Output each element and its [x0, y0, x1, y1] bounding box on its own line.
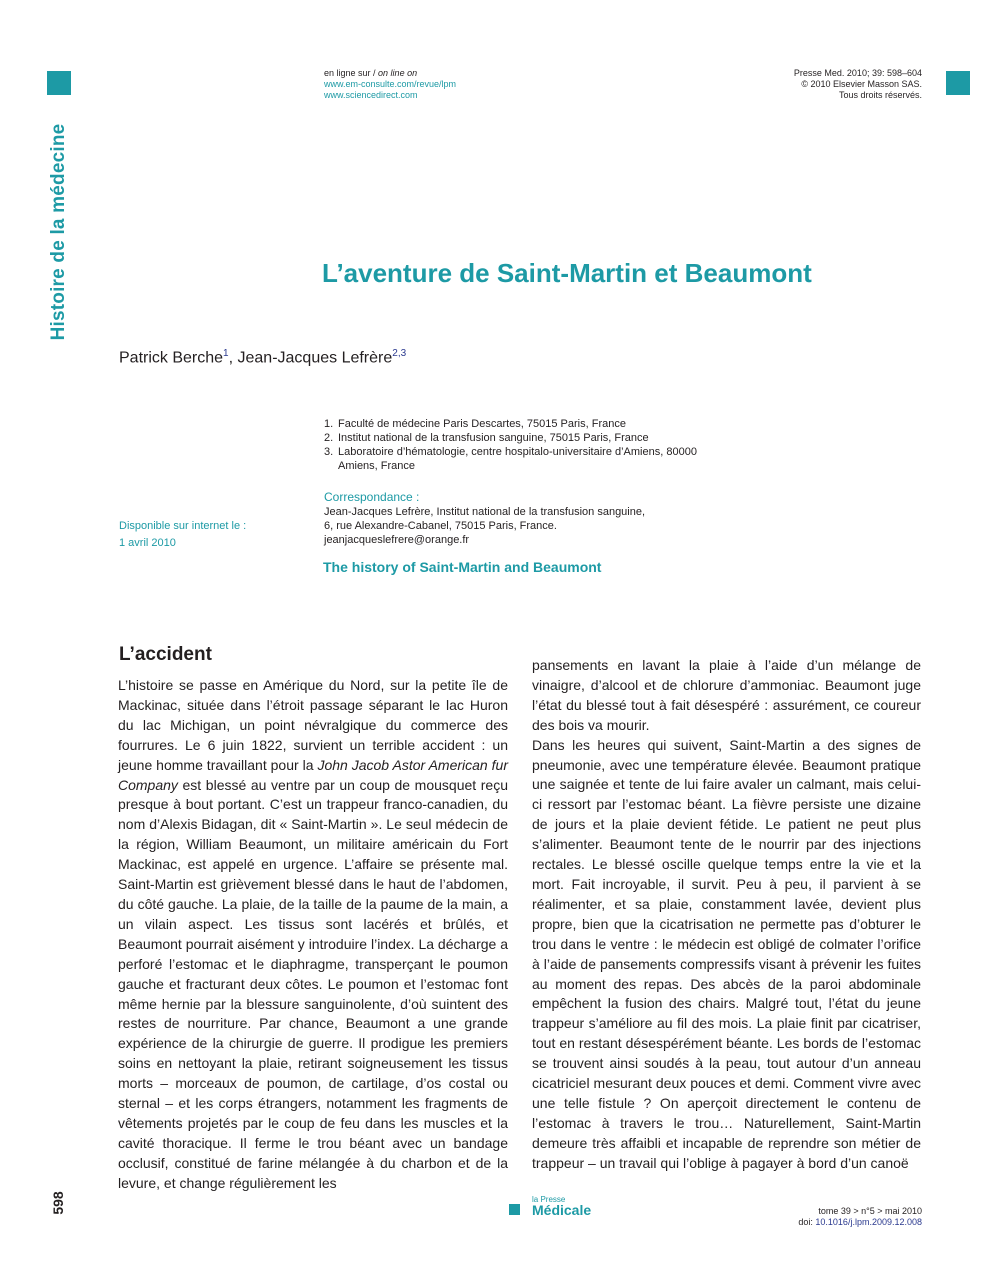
body-column-right — [532, 656, 921, 1174]
doi-label: doi: — [798, 1217, 813, 1227]
authors: Patrick Berche$^1$, Jean-Jacques Lefrère$^{2,3}$ — [119, 348, 407, 367]
citation-block — [794, 68, 922, 101]
copyright: © 2010 Elsevier Masson SAS. — [801, 79, 922, 89]
availability-date: 1 avril 2010 — [119, 537, 176, 549]
author-name: Patrick Berche — [119, 349, 224, 367]
online-info — [324, 68, 456, 101]
issue-info — [798, 1206, 922, 1228]
correspondence-address: Jean-Jacques Lefrère, Institut national de la transfusion sanguine, 6, rue Alexandre-Cabanel, 75015 Paris, France. jeanjacqueslefrere@orange.fr — [324, 506, 646, 546]
rights: Tous droits réservés. — [838, 90, 922, 100]
affiliations-list — [324, 417, 714, 473]
section-heading: L’accident — [119, 644, 212, 665]
corner-square-left — [47, 71, 71, 95]
affiliation-item: 1. Faculté de médecine Paris Descartes, 75015 Paris, France — [324, 418, 626, 430]
body-paragraph: pansements en lavant la plaie à l’aide d’un mélange de vinaigre, d’alcool et de chlorure d’ammoniac. Beaumont juge l’état du blessé tout à fait désespéré : assurément, ce coureur des bois va mourir. — [532, 657, 921, 733]
author-affiliation-ref[interactable]: 1 — [223, 348, 229, 359]
journal-citation: Presse Med. 2010; 39: 598–604 — [793, 68, 922, 78]
article-title: L’aventure de Saint-Martin et Beaumont — [322, 258, 812, 288]
body-paragraph: L’histoire se passe en Amérique du Nord, sur la petite île de Mackinac, située dans l’étroit passage séparant le lac Huron du lac Michigan, un point névralgique du commerce des fourrures. Le 6 juin 1822, survient un terrible accident : un jeune homme travaillant pour la John Jacob Astor American fur Company est blessé au ventre par un coup de mousquet reçu presque à bout portant. C’est un trappeur franco-canadien, du nom d’Alexis Bidagan, dit « Saint-Martin ». Le seul médecin de la région, William Beaumont, un militaire américain du Fort Mackinac, est appelé en urgence. L’affaire se présente mal. Saint-Martin est grièvement blessé dans le haut de l’abdomen, du côté gauche. La plaie, de la taille de la paume de la main, a un vilain aspect. Les tissus sont lacérés et brûlés, et Beaumont pourrait aisément y introduire l’index. La décharge a perforé l’estomac et le diaphragme, transperçant le poumon gauche et fracturant deux côtes. Le poumon et l’estomac font même hernie par la blessure sanguinolente, d’où suintent des restes de nourriture. Par chance, Beaumont a une grande expérience de la chirurgie de guerre. Il prodigue les premiers soins en nettoyant la plaie, retirant soigneusement les tissus morts – morceaux de poumon, de cartilage, d’os costal ou sternal – et les corps étrangers, notamment les fragments de vêtements projetés par le coup de feu dans les muscles et la cavité thoracique. Il ferme le trou béant avec un bandage occlusif, constitué de farine mélangée à du charbon et de la levure, et change régulièrement les — [118, 677, 508, 1191]
logo-big-text: Médicale — [532, 1202, 592, 1218]
online-label-en: on line on — [378, 68, 418, 78]
sciencedirect-link[interactable]: www.sciencedirect.com — [324, 90, 418, 100]
section-label: Histoire de la médecine — [48, 123, 69, 341]
availability-label: Disponible sur internet le : — [119, 520, 247, 532]
body-column-left — [118, 676, 508, 1194]
affiliation-item: 2. Institut national de la transfusion sanguine, 75015 Paris, France — [324, 432, 649, 444]
logo-square-icon — [509, 1204, 520, 1215]
correspondence-title: Correspondance : — [324, 490, 420, 504]
corner-square-right — [946, 71, 970, 95]
online-label: en ligne sur / — [324, 68, 376, 78]
doi-link[interactable]: 10.1016/j.lpm.2009.12.008 — [815, 1217, 922, 1227]
author-affiliation-ref[interactable]: 2,3 — [392, 348, 407, 359]
correspondence-email[interactable]: jeanjacqueslefrere@orange.fr — [324, 534, 470, 546]
page-number: 598 — [50, 1191, 66, 1215]
english-title: The history of Saint-Martin and Beaumont — [323, 559, 602, 575]
body-paragraph: Dans les heures qui suivent, Saint-Martin a des signes de pneumonie, avec une température élevée. Beaumont pratique une saignée et tente de lui faire avaler un calmant, mais celui-ci ressort par l’estomac béant. La fièvre persiste une dizaine de jours et la plaie devient fétide. Le patient ne peut plus s’alimenter. Beaumont tente de le nourrir par des injections rectales. Le blessé oscille quelque temps entre la vie et la mort. Fait incroyable, il survit. Peu à peu, il parvient à se réalimenter, et sa plaie, constamment lavée, devient plus propre, bien que la cicatrisation ne permette pas d’obturer le trou dans le ventre : le médecin est obligé de colmater l’orifice à l’aide de pansements compressifs visant à prévenir les fuites au moment des repas. Des abcès de la paroi abdominale empêchent la fusion des chairs. Malgré tout, l’état du jeune trappeur s’améliore au fil des mois. La plaie finit par cicatriser, tout en restant désespérément béante. Les bords de l’estomac se trouvent ainsi soudés à la peau, tout autour d’un anneau cicatriciel mesurant deux pouces et demi. Comment vivre avec une telle fistule ? On aperçoit directement le contenu de l’estomac à travers le trou… Naturellement, Saint-Martin demeure très affaibli et incapable de reprendre son métier de trappeur – un travail qui l’oblige à pagayer à bord d’un canoë — [532, 736, 921, 1171]
logo-small-text: la Presse — [532, 1195, 566, 1204]
issue-line: tome 39 > n°5 > mai 2010 — [818, 1206, 922, 1216]
author-name: Jean-Jacques Lefrère — [237, 349, 393, 367]
affiliation-item: 3. Laboratoire d’hématologie, centre hospitalo-universitaire d’Amiens, 80000 Amiens, France — [324, 446, 697, 472]
availability — [119, 518, 246, 552]
em-consulte-link[interactable]: www.em-consulte.com/revue/lpm — [324, 79, 457, 89]
